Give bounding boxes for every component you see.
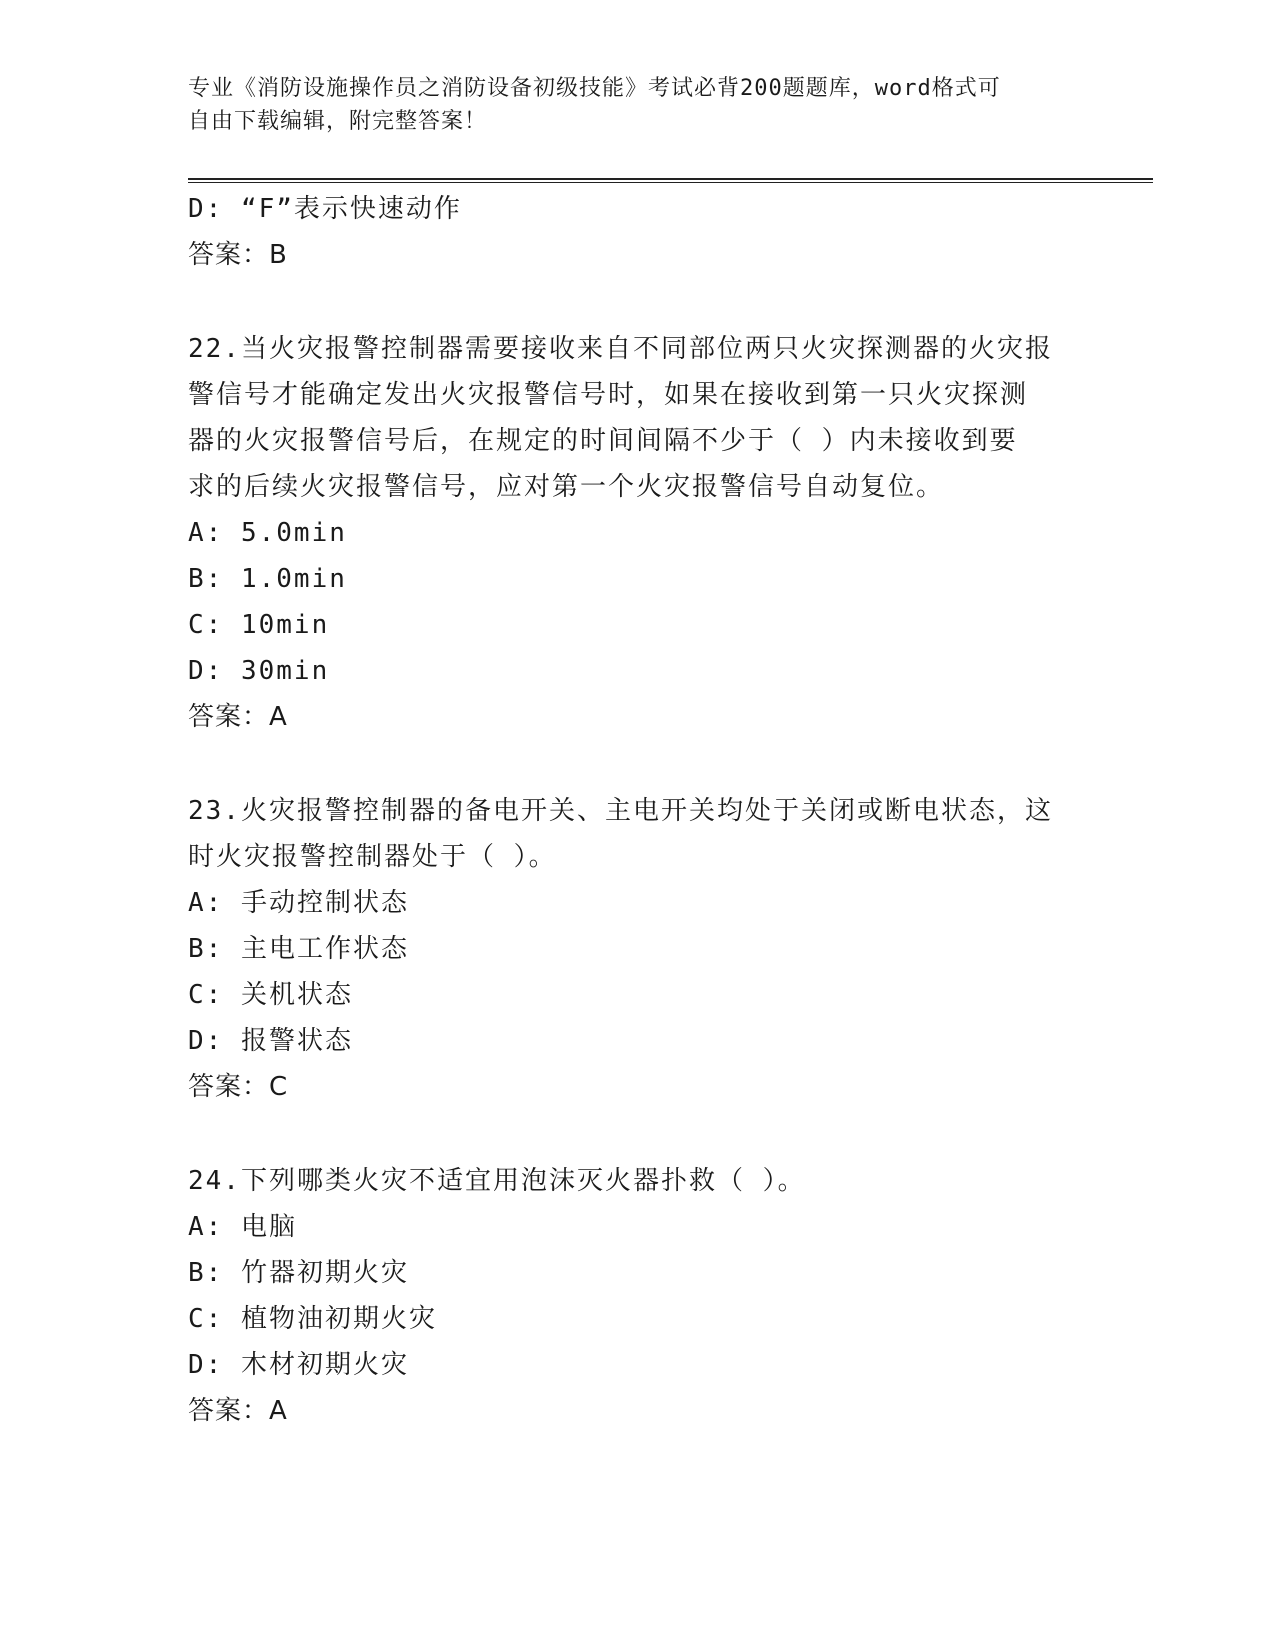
stem-line: 时火灾报警控制器处于（ ）。 xyxy=(188,842,557,872)
answer-line: 答案：A xyxy=(188,1396,288,1426)
option-c: C: 10min xyxy=(188,610,330,640)
previous-question-fragment xyxy=(188,186,1068,278)
option-d: D: “F”表示快速动作 xyxy=(188,194,462,224)
option-b: B: 1.0min xyxy=(188,564,347,594)
stem-line: 22.当火灾报警控制器需要接收来自不同部位两只火灾探测器的火灾报 xyxy=(188,334,1053,364)
option-c: C: 关机状态 xyxy=(188,980,353,1010)
answer-line: 答案：B xyxy=(188,240,288,270)
stem-line: 求的后续火灾报警信号，应对第一个火灾报警信号自动复位。 xyxy=(188,472,945,502)
option-a: A: 手动控制状态 xyxy=(188,888,409,918)
answer-line: 答案：C xyxy=(188,1072,289,1102)
header-line-1: 专业《消防设施操作员之消防设备初级技能》考试必背200题题库，word格式可 xyxy=(188,76,1001,101)
document-body xyxy=(188,186,1068,1434)
option-d: D: 30min xyxy=(188,656,330,686)
option-b: B: 竹器初期火灾 xyxy=(188,1258,409,1288)
option-d: D: 木材初期火灾 xyxy=(188,1350,409,1380)
question-stem xyxy=(188,326,1068,510)
option-d: D: 报警状态 xyxy=(188,1026,353,1056)
option-a: A: 5.0min xyxy=(188,518,347,548)
option-c: C: 植物油初期火灾 xyxy=(188,1304,437,1334)
question-stem xyxy=(188,1158,1068,1204)
header-divider xyxy=(188,178,1153,183)
stem-line: 24.下列哪类火灾不适宜用泡沫灭火器扑救（ ）。 xyxy=(188,1166,806,1196)
stem-line: 警信号才能确定发出火灾报警信号时，如果在接收到第一只火灾探测 xyxy=(188,380,1029,410)
question-23 xyxy=(188,788,1068,1110)
option-a: A: 电脑 xyxy=(188,1212,297,1242)
header-line-2: 自由下载编辑，附完整答案！ xyxy=(188,109,488,134)
option-b: B: 主电工作状态 xyxy=(188,934,409,964)
question-22 xyxy=(188,326,1068,740)
stem-line: 器的火灾报警信号后，在规定的时间间隔不少于（ ）内未接收到要 xyxy=(188,426,1018,456)
stem-line: 23.火灾报警控制器的备电开关、主电开关均处于关闭或断电状态，这 xyxy=(188,796,1053,826)
document-header xyxy=(188,72,1068,138)
question-stem xyxy=(188,788,1068,880)
answer-line: 答案：A xyxy=(188,702,288,732)
question-24 xyxy=(188,1158,1068,1434)
